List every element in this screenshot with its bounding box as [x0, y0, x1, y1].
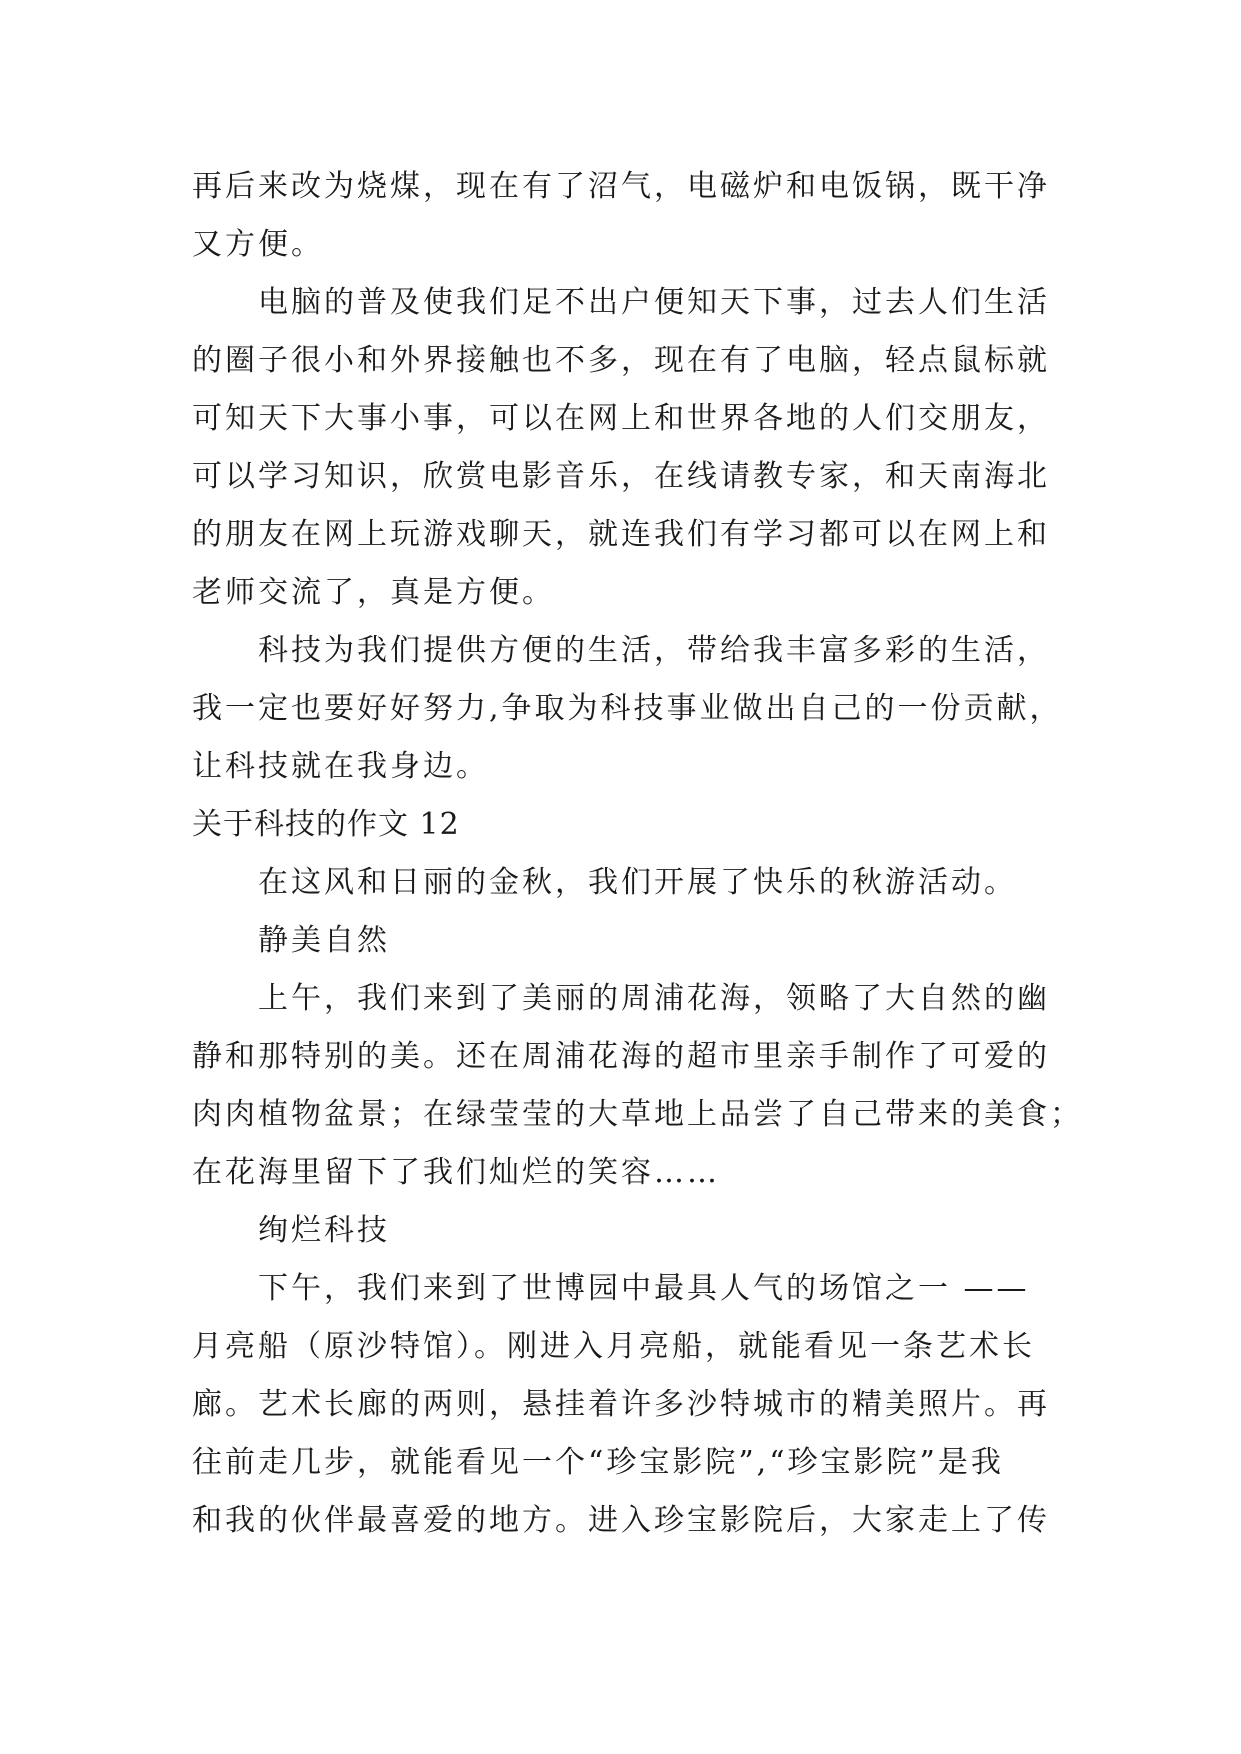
text-line: 在花海里留下了我们灿烂的笑容……: [192, 1155, 720, 1190]
text-line: 上午，我们来到了美丽的周浦花海，领略了大自然的幽: [258, 981, 1050, 1016]
text-line: 可以学习知识，欣赏电影音乐，在线请教专家，和天南海北: [192, 459, 1050, 494]
text-line: 科技为我们提供方便的生活，带给我丰富多彩的生活，: [258, 633, 1050, 668]
text-line: 的圈子很小和外界接触也不多，现在有了电脑，轻点鼠标就: [192, 343, 1050, 378]
text-line: 电脑的普及使我们足不出户便知天下事，过去人们生活: [258, 285, 1050, 320]
text-line: 的朋友在网上玩游戏聊天，就连我们有学习都可以在网上和: [192, 517, 1050, 552]
text-line: 往前走几步，就能看见一个“珍宝影院”,“珍宝影院”是我: [192, 1445, 1004, 1480]
subheading: 静美自然: [258, 923, 390, 958]
text-line: 我一定也要好好努力,争取为科技事业做出自己的一份贡献，: [192, 691, 1063, 726]
text-line: 下午，我们来到了世博园中最具人气的场馆之一 ——: [258, 1271, 1030, 1306]
text-line: 老师交流了，真是方便。: [192, 575, 555, 610]
text-line: 又方便。: [192, 227, 324, 262]
text-line: 可知天下大事小事，可以在网上和世界各地的人们交朋友，: [192, 401, 1050, 436]
text-line: 和我的伙伴最喜爱的地方。进入珍宝影院后，大家走上了传: [192, 1503, 1050, 1538]
text-line: 静和那特别的美。还在周浦花海的超市里亲手制作了可爱的: [192, 1039, 1050, 1074]
text-line: 廊。艺术长廊的两则，悬挂着许多沙特城市的精美照片。再: [192, 1387, 1050, 1422]
section-heading: 关于科技的作文 12: [192, 807, 460, 842]
document-body: [192, 158, 1083, 1550]
text-line: 肉肉植物盆景；在绿莹莹的大草地上品尝了自己带来的美食；: [192, 1097, 1083, 1132]
text-line: 让科技就在我身边。: [192, 749, 489, 784]
text-line: 月亮船（原沙特馆）。刚进入月亮船，就能看见一条艺术长: [192, 1329, 1035, 1364]
text-line: 再后来改为烧煤，现在有了沼气，电磁炉和电饭锅，既干净: [192, 169, 1050, 204]
subheading: 绚烂科技: [258, 1213, 390, 1248]
text-line: 在这风和日丽的金秋，我们开展了快乐的秋游活动。: [258, 865, 1017, 900]
